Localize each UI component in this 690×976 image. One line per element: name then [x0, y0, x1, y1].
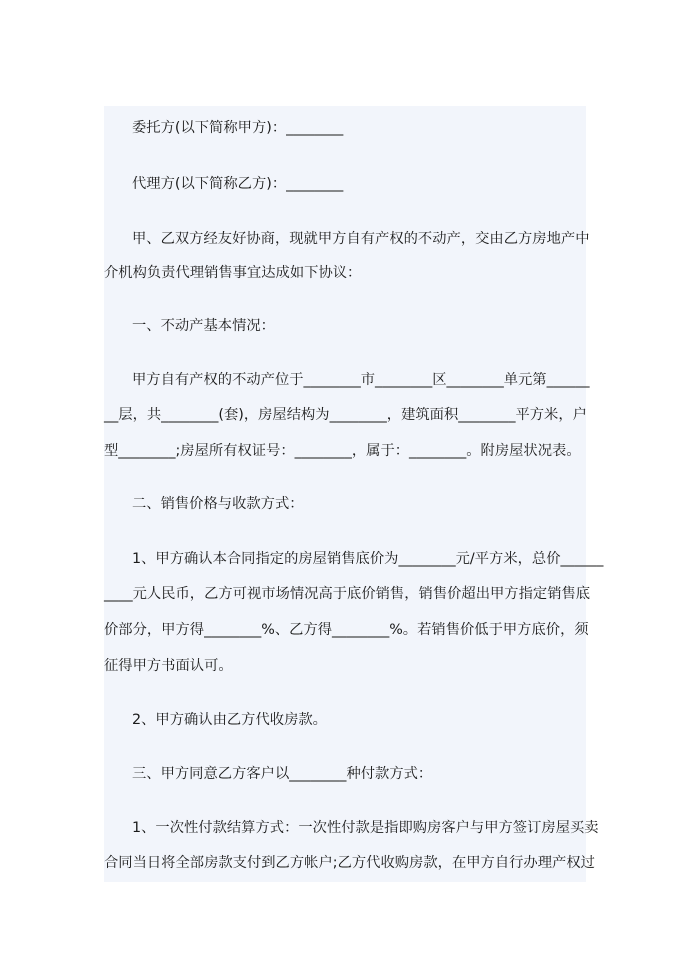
price-clause-line-2: ____元人民币，乙方可视市场情况高于底价销售，销售价超出甲方指定销售底 [104, 586, 591, 602]
party-a-line: 委托方(以下简称甲方)：________ [132, 120, 344, 136]
payment-clause-line-2: 合同当日将全部房款支付到乙方帐户;乙方代收购房款，在甲方自行办理产权过 [104, 855, 595, 871]
section-1-heading: 一、不动产基本情况： [132, 318, 275, 334]
property-info-line-1: 甲方自有产权的不动产位于________市________区________单元第______ [132, 372, 590, 388]
section-3-heading: 三、甲方同意乙方客户以________种付款方式： [132, 766, 433, 782]
section-2-heading: 二、销售价格与收款方式： [132, 496, 304, 512]
price-clause-line-3: 价部分，甲方得________%、乙方得________%。若销售价低于甲方底价，须 [104, 622, 589, 638]
property-info-line-3: 型________;房屋所有权证号：________，属于：________。附房屋状况表。 [104, 443, 581, 459]
price-clause-line-1: 1、甲方确认本合同指定的房屋销售底价为________元/平方米，总价______ [132, 551, 604, 567]
party-b-line: 代理方(以下简称乙方)：________ [132, 176, 344, 192]
intro-paragraph-line-2: 介机构负责代理销售事宜达成如下协议： [104, 265, 362, 281]
price-clause-line-4: 征得甲方书面认可。 [104, 658, 233, 674]
payment-clause-line-1: 1、一次性付款结算方式：一次性付款是指即购房客户与甲方签订房屋买卖 [132, 820, 599, 836]
collection-clause: 2、甲方确认由乙方代收房款。 [132, 712, 327, 728]
intro-paragraph-line-1: 甲、乙双方经友好协商，现就甲方自有产权的不动产，交由乙方房地产中 [132, 231, 590, 247]
property-info-line-2: __层，共________(套)，房屋结构为________，建筑面积________平方米，户 [104, 407, 587, 423]
